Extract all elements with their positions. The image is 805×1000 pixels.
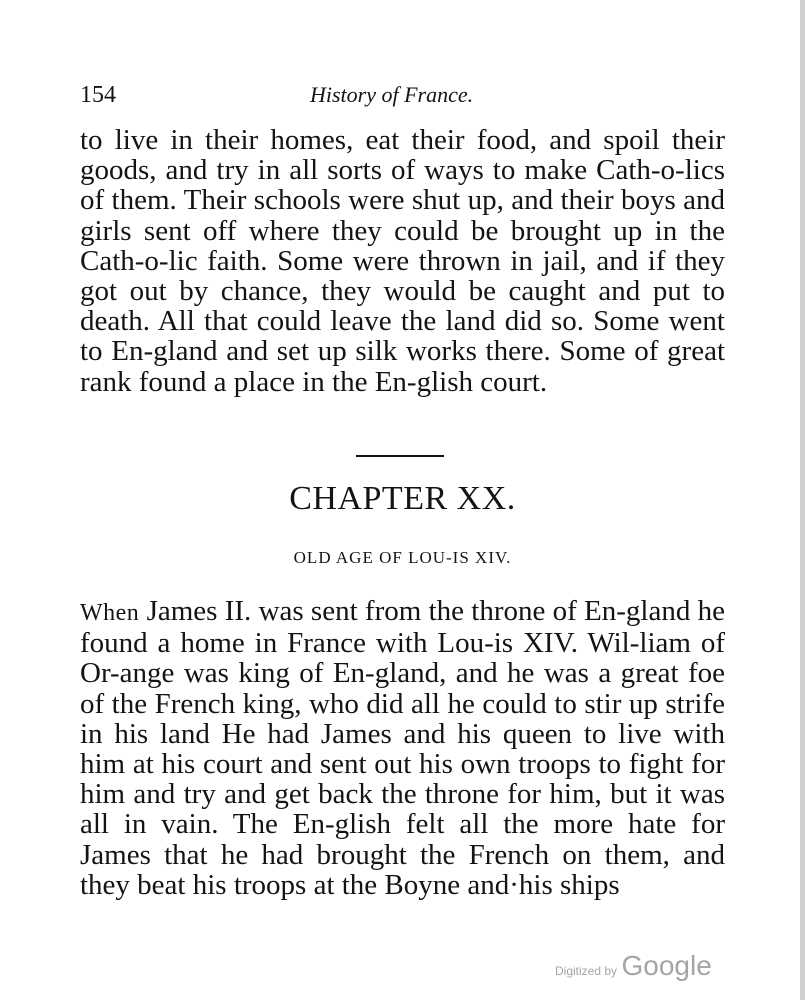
digitized-watermark <box>555 950 725 980</box>
chapter-subtitle: OLD AGE OF LOU-IS XIV. <box>293 548 512 567</box>
chapter-paragraph-text: James II. was sent from the throne of En-gland he found a home in France with Lou-is XIV. Wil-liam of Or-ange was king of En-gland, and he was a great foe of the French king, who did all he could to stir up strife in his land He had James and his queen to live with him at his court and sent out his own troops to fight for him and try and get back the throne for him, but it was all in vain. The En-glish felt all the more hate for James that he had brought the French on them, and they beat his troops at the Boyne and·his ships <box>80 595 725 901</box>
running-head: History of France. <box>310 82 474 107</box>
continuation-paragraph: to live in their homes, eat their food, and spoil their goods, and try in all sorts of ways to make Cath-o-lics of them. Their schools were shut up, and their boys and girls sent off where they could be brought up in the Cath-o-lic faith. Some were thrown in jail, and if they got out by chance, they would be caught and put to death. All that could leave the land did so. Some went to En-gland and set up silk works there. Some of great rank found a place in the En-glish court. <box>80 124 725 398</box>
watermark-prefix: Digitized by <box>555 964 618 978</box>
chapter-title: CHAPTER XX. <box>289 480 516 517</box>
page-header <box>80 80 720 110</box>
lead-word: When <box>80 600 140 626</box>
chapter-paragraph <box>80 596 725 900</box>
google-logo: Google <box>621 950 712 981</box>
section-divider <box>356 455 444 457</box>
page-number: 154 <box>80 82 116 108</box>
